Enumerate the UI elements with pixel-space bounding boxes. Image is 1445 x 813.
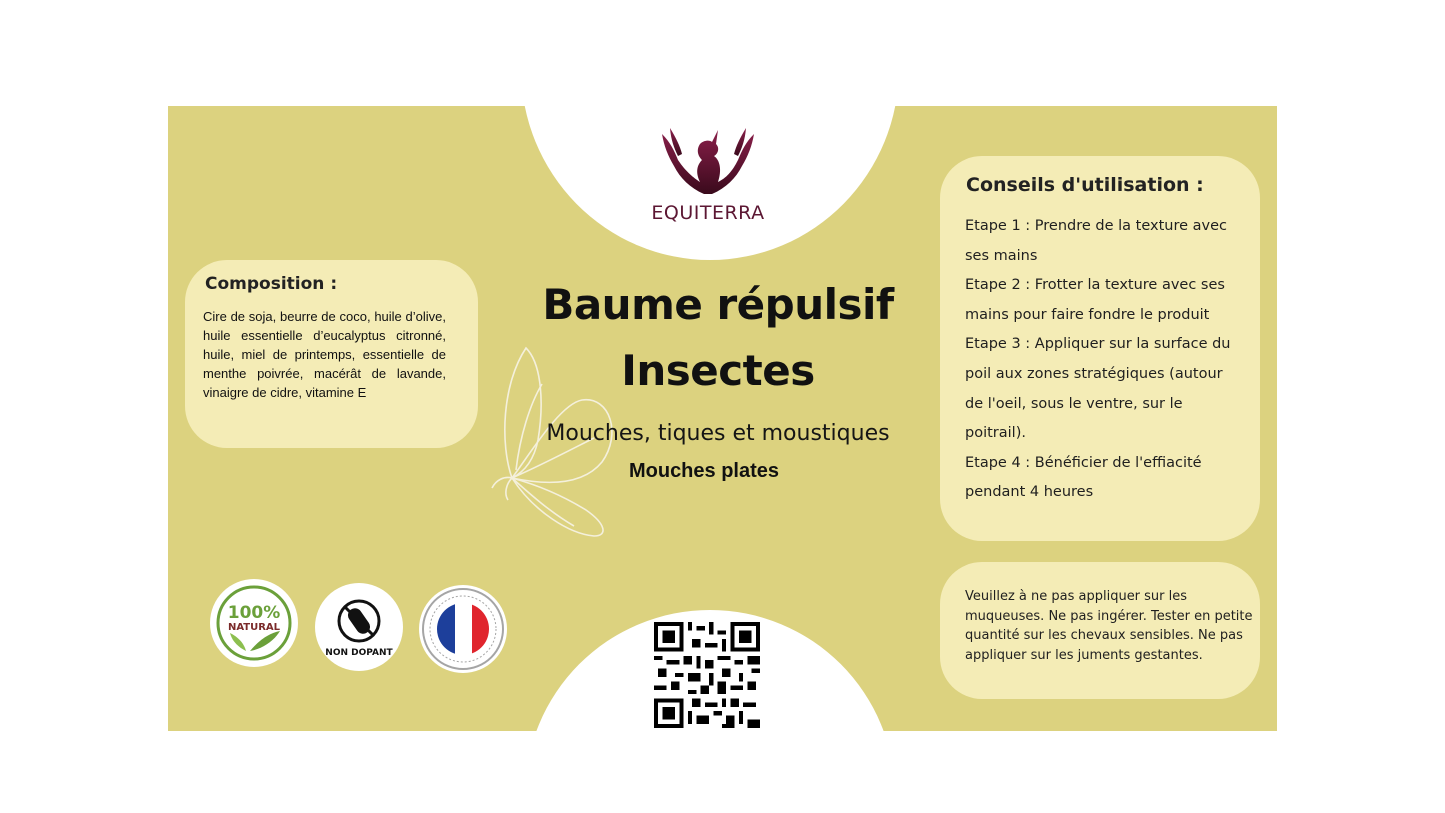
- step-item: Etape 4 : Bénéficier de l'effiacité pendant 4 heures: [965, 454, 1202, 501]
- conseils-card: [940, 156, 1260, 541]
- made-in-france-badge: [419, 585, 507, 673]
- step-item: Etape 1 : Prendre de la texture avec ses mains: [965, 218, 1228, 264]
- conseils-heading: Conseils d'utilisation :: [966, 174, 1204, 196]
- non-dopant-badge: [315, 583, 403, 671]
- step-item: Etape 2 : Frotter la texture avec ses mains pour faire fondre le produit: [965, 277, 1225, 323]
- warning-text: Veuillez à ne pas appliquer sur les muqueuses. Ne pas ingérer. Tester en petite quantité sur les chevaux sensibles. Ne pas appliquer sur les juments gestantes.: [965, 589, 1253, 663]
- pegasus-icon: [656, 120, 760, 202]
- natural-badge-label: NATURAL: [227, 621, 281, 633]
- made-in-france-seal-icon: [421, 587, 505, 671]
- product-title-line2: Insectes: [621, 346, 815, 395]
- composition-text: Cire de soja, beurre de coco, huile d’olive, huile essentielle d’eucalyptus citronné, huile, miel de printemps, essentielle de menthe poivrée, macérât de lavande, vinaigre de cidre, vitamine E: [203, 309, 446, 400]
- no-pill-icon: [335, 597, 383, 645]
- brand-logo: [638, 120, 778, 224]
- product-label: [168, 106, 1277, 731]
- product-title-line1: Baume répulsif: [542, 280, 894, 329]
- steps-list: [965, 212, 1237, 508]
- natural-badge-percent: 100%: [227, 602, 281, 623]
- brand-name: EQUITERRA: [651, 202, 765, 224]
- qr-code-icon: [654, 622, 760, 728]
- step-item: Etape 3 : Appliquer sur la surface du poil aux zones stratégiques (autour de l'oeil, sous le ventre, sur le poitrail).: [965, 336, 1231, 442]
- composition-heading: Composition :: [205, 274, 338, 294]
- non-dopant-label: NON DOPANT: [325, 647, 393, 658]
- composition-card: [185, 260, 478, 448]
- natural-badge: [210, 579, 298, 667]
- product-subtitle: Mouches, tiques et moustiques: [546, 421, 890, 446]
- product-subtitle-2: Mouches plates: [628, 460, 780, 482]
- warning-card: [940, 562, 1260, 699]
